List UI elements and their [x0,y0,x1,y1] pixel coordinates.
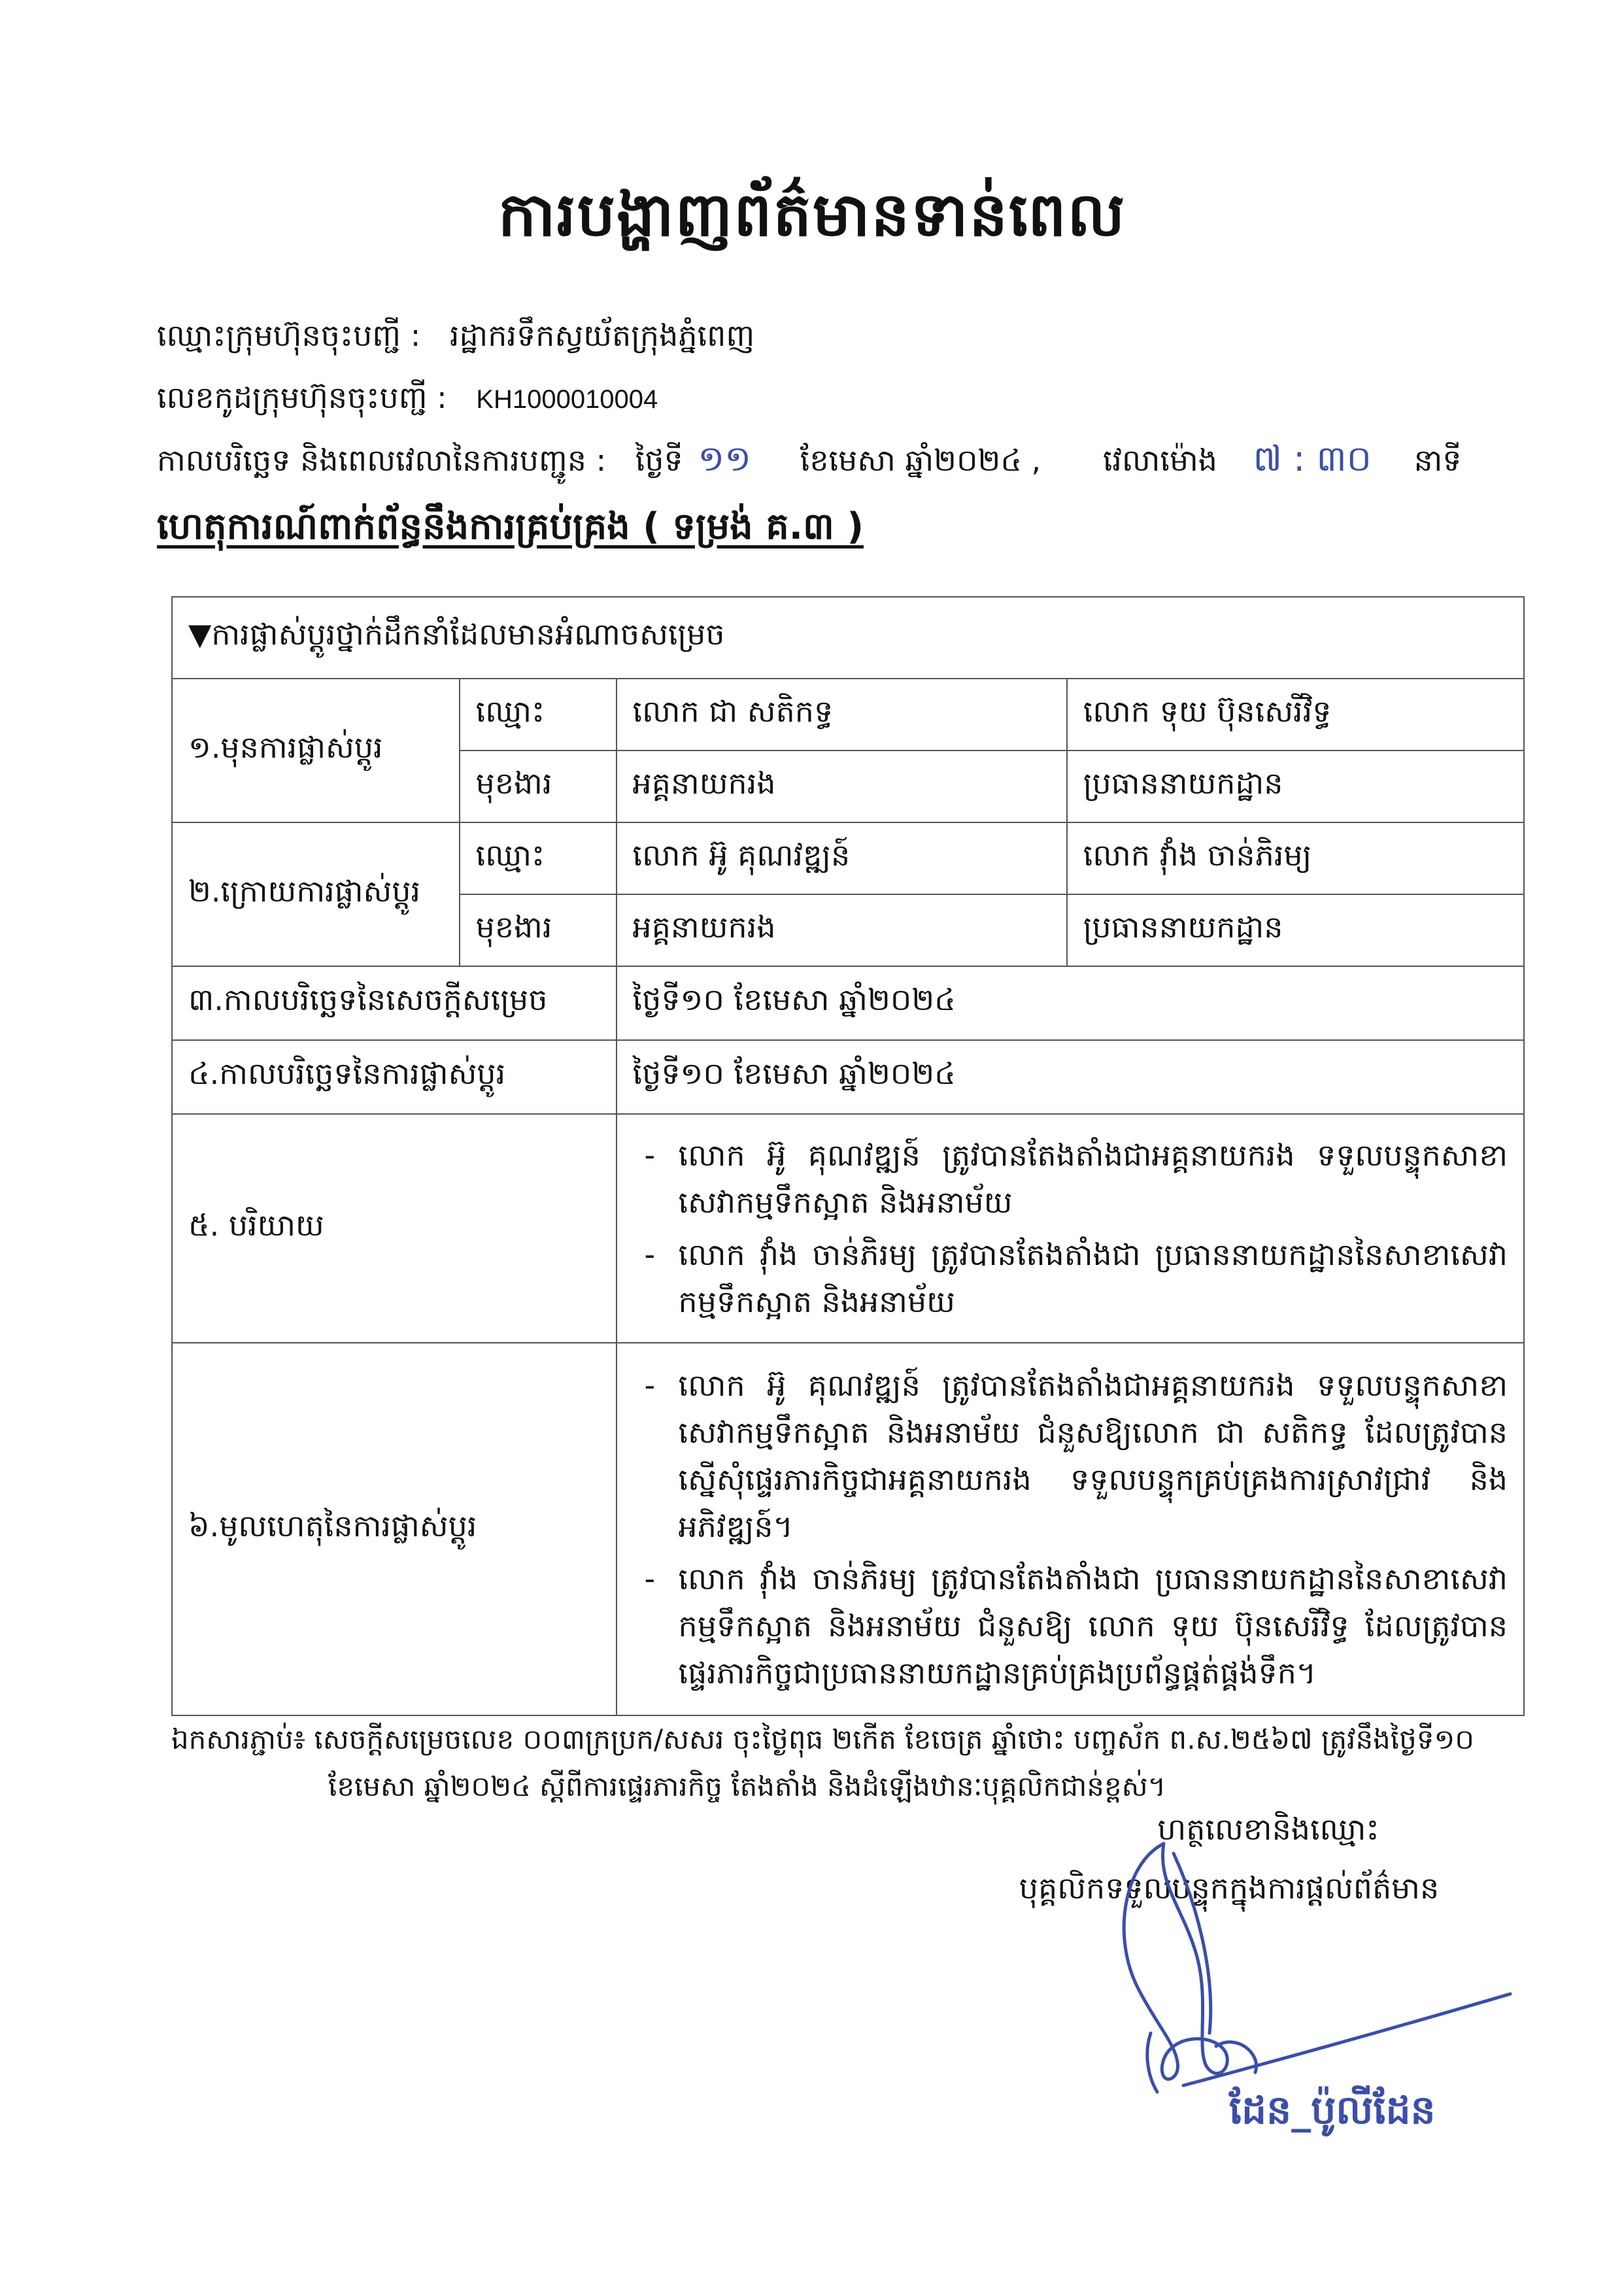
company-name-value: រដ្ឋាករទឹកស្វយ័តក្រុងភ្នំពេញ [449,318,755,353]
after-name-label: ឈ្មោះ [460,822,617,894]
after-position-label: មុខងារ [460,894,617,966]
attachment-line-2: ខែមេសា ឆ្នាំ២០២៤ ស្តីពីការផ្ទេរភារកិច្ច តែងតាំង និងដំឡើងឋានៈបុគ្គលិកជាន់ខ្ពស់។ [328,1770,1166,1802]
before-name-2: លោក ទុយ ប៊ុនសេរីវិទ្ធ [1067,679,1524,751]
time-prefix: វេលាម៉ោង [1102,443,1218,478]
submission-label: កាលបរិច្ឆេទ និងពេលវេលានៃការបញ្ជូន : [157,443,607,478]
reason-item: - លោក វ៉ាំង ចាន់ភិរម្យ ត្រូវបានតែងតាំងជា ប្រធាននាយកដ្ឋាននៃសាខាសេវាកម្មទឹកស្អាត និងអនាម័យ ជំនួសឱ្យ លោក ទុយ ប៊ុនសេរីវិទ្ធ ដែលត្រូវបានផ្ទេរភារកិច្ចជាប្រធាននាយកដ្ឋានគ្រប់គ្រងប្រព័ន្ធផ្គត់ផ្គង់ទឹក។ [633,1555,1508,1696]
reason-item: - លោក អ៊ូ គុណវឌ្ឍន៍ ត្រូវបានតែងតាំងជាអគ្គនាយករង ទទួលបន្ទុកសាខាសេវាកម្មទឹកស្អាត និងអនាម័យ ជំនួសឱ្យលោក ជា សតិកទ្ធ ដែលត្រូវបានស្នើសុំផ្ទេរភារកិច្ចជាអគ្គនាយករង ទទួលបន្ទុកគ្រប់គ្រងការស្រាវជ្រាវ និងអភិវឌ្ឍន៍។ [633,1362,1508,1550]
change-date-value: ថ្ងៃទី១០ ខែមេសា ឆ្នាំ២០២៤ [617,1040,1524,1114]
after-position-2: ប្រធាននាយកដ្ឋាន [1067,894,1524,966]
decision-date-value: ថ្ងៃទី១០ ខែមេសា ឆ្នាំ២០២៤ [617,966,1524,1040]
time-suffix: នាទី [1413,443,1462,478]
company-name-label: ឈ្មោះក្រុមហ៊ុនចុះបញ្ជី : [157,318,421,353]
table-header: ▼ការផ្លាស់ប្តូរថ្នាក់ដឹកនាំដែលមានអំណាចសម្រេច [172,597,1524,679]
time-value: ៧ : ៣០ [1253,438,1372,479]
before-position-label: មុខងារ [460,751,617,822]
company-name-line [157,317,754,361]
day-prefix: ថ្ងៃទី [635,443,683,478]
description-cell [617,1114,1524,1343]
before-position-2: ប្រធាននាយកដ្ឋាន [1067,751,1524,822]
company-code-line [157,379,658,423]
signature-label-1: ហត្ថលេខានិងឈ្មោះ [1157,1812,1379,1847]
after-name-2: លោក វ៉ាំង ចាន់ភិរម្យ [1067,822,1524,894]
submission-line [157,437,1461,488]
before-name-label: ឈ្មោះ [460,679,617,751]
signature-label-2: បុគ្គលិកទទួលបន្ទុកក្នុងការផ្តល់ព័ត៌មាន [1019,1870,1440,1906]
description-item: - លោក វ៉ាំង ចាន់ភិរម្យ ត្រូវបានតែងតាំងជា ប្រធាននាយកដ្ឋាននៃសាខាសេវាកម្មទឹកស្អាត និងអនាម័យ [633,1231,1508,1325]
after-position-1: អគ្គនាយករង [617,894,1067,966]
day-value: ១១ [698,438,752,479]
signatory-name: ដែន_ប៉ូលីដែន [1229,2087,1436,2133]
document-title: ការបង្ហាញព័ត៌មានទាន់ពេល [498,180,1126,250]
reason-cell [617,1343,1524,1715]
decision-date-label: ៣.កាលបរិច្ឆេទនៃសេចក្តីសម្រេច [172,966,617,1040]
description-label: ៥. បរិយាយ [172,1114,617,1343]
after-name-1: លោក អ៊ូ គុណវឌ្ឍន៍ [617,822,1067,894]
before-position-1: អគ្គនាយករង [617,751,1067,822]
after-change-label: ២.ក្រោយការផ្លាស់ប្តូរ [172,822,460,966]
management-change-table [171,596,1525,1716]
description-item: - លោក អ៊ូ គុណវឌ្ឍន៍ ត្រូវបានតែងតាំងជាអគ្គនាយករង ទទួលបន្ទុកសាខាសេវាកម្មទឹកស្អាត និងអនាម័យ [633,1132,1508,1226]
attachment-line-1: ឯកសារភ្ជាប់៖ សេចក្តីសម្រេចលេខ ០០៣ក្រប្រក/សសរ ចុះថ្ងៃពុធ ២កើត ខែចេត្រ ឆ្នាំថោះ បញ្ចស័ក ព.ស.២៥៦៧ ត្រូវនឹងថ្ងៃទី១០ [171,1723,1474,1755]
month-year: ខែមេសា ឆ្នាំ២០២៤ , [800,443,1041,478]
company-code-value: KH1000010004 [476,385,658,414]
before-change-label: ១.មុនការផ្លាស់ប្តូរ [172,679,460,822]
before-name-1: លោក ជា សតិកទ្ធ [617,679,1067,751]
attachment-note [171,1716,1525,1810]
handwritten-signature [1085,1837,1543,2125]
section-heading: ហេតុការណ៍ពាក់ព័ន្ធនឹងការគ្រប់គ្រង ( ទម្រង់ គ.៣ ) [157,505,864,548]
reason-label: ៦.មូលហេតុនៃការផ្លាស់ប្តូរ [172,1343,617,1715]
change-date-label: ៤.កាលបរិច្ឆេទនៃការផ្លាស់ប្តូរ [172,1040,617,1114]
company-code-label: លេខកូដក្រុមហ៊ុនចុះបញ្ជី : [157,380,447,415]
